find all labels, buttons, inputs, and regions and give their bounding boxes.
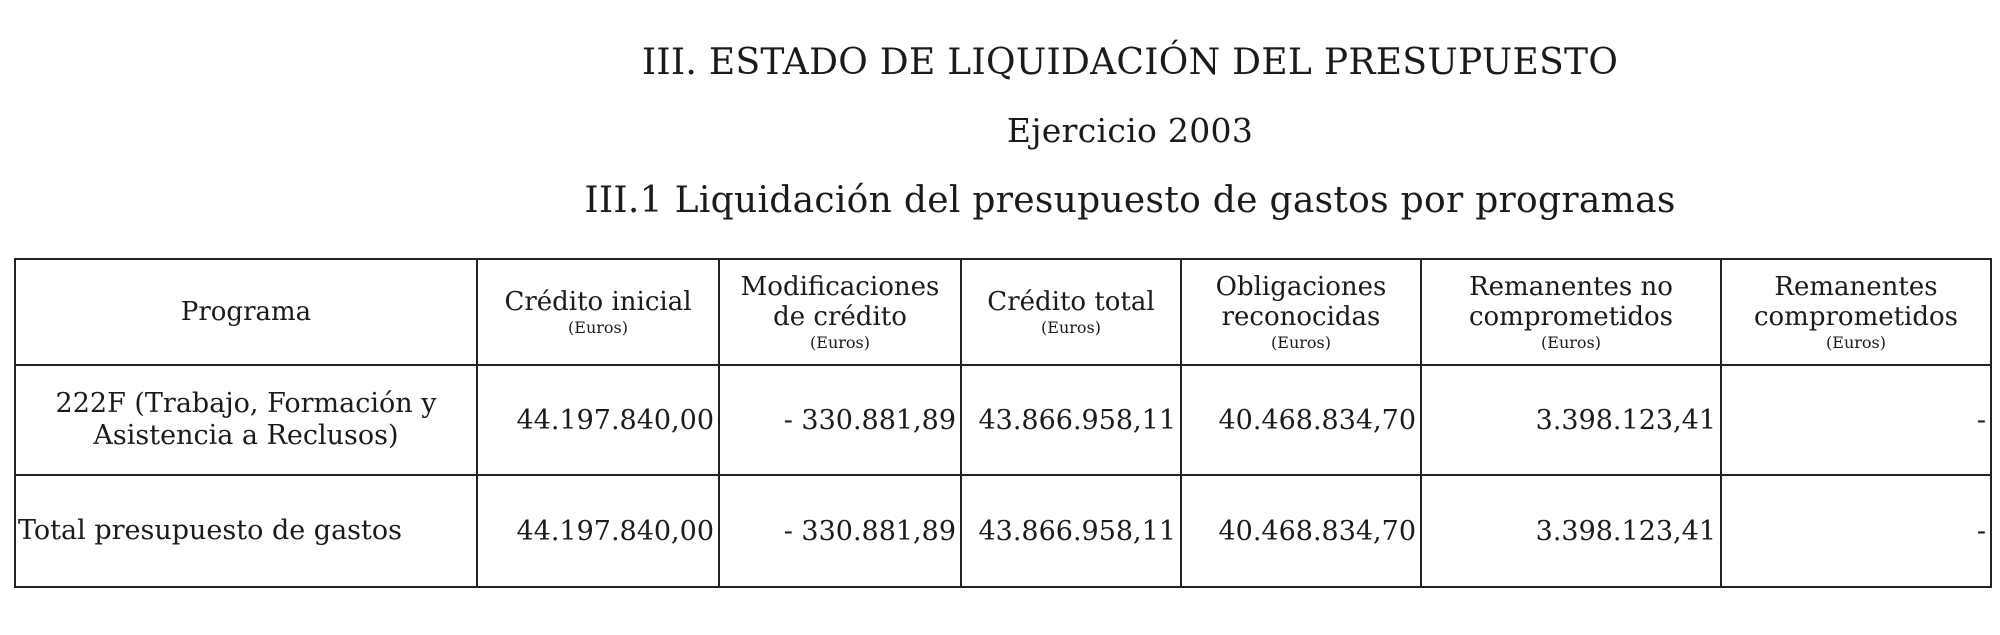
fiscal-year: Ejercicio 2003	[1006, 111, 1254, 150]
table-row	[15, 365, 1991, 475]
remanentes-comprometidos-cell: -	[1721, 365, 1991, 475]
remanentes-no-cell: 3.398.123,41	[1421, 475, 1721, 587]
column-unit: (Euros)	[1041, 318, 1101, 337]
column-unit: (Euros)	[1541, 333, 1601, 352]
section-subtitle: III.1 Liquidación del presupuesto de gastos por programas	[584, 180, 1676, 221]
column-unit: (Euros)	[810, 333, 870, 352]
column-header-programa: Programa	[15, 259, 477, 365]
column-header-credito-total: Crédito total (Euros)	[961, 259, 1181, 365]
credito-inicial-cell: 44.197.840,00	[477, 365, 719, 475]
total-label-cell: Total presupuesto de gastos	[15, 475, 477, 587]
column-header-remanentes-comprometidos: Remanentes comprometidos (Euros)	[1721, 259, 1991, 365]
credito-total-cell: 43.866.958,11	[961, 475, 1181, 587]
column-header-obligaciones: Obligaciones reconocidas (Euros)	[1181, 259, 1421, 365]
credito-inicial-cell: 44.197.840,00	[477, 475, 719, 587]
budget-table	[14, 258, 1992, 588]
obligaciones-cell: 40.468.834,70	[1181, 475, 1421, 587]
column-header-remanentes-no: Remanentes no comprometidos (Euros)	[1421, 259, 1721, 365]
remanentes-no-cell: 3.398.123,41	[1421, 365, 1721, 475]
modificaciones-cell: - 330.881,89	[719, 365, 961, 475]
programa-cell: 222F (Trabajo, Formación y Asistencia a Reclusos)	[15, 365, 477, 475]
column-header-modificaciones: Modificaciones de crédito (Euros)	[719, 259, 961, 365]
table-total-row	[15, 475, 1991, 587]
column-unit: (Euros)	[1826, 333, 1886, 352]
document-title: III. ESTADO DE LIQUIDACIÓN DEL PRESUPUESTO	[641, 42, 1619, 83]
column-unit: (Euros)	[568, 318, 628, 337]
remanentes-comprometidos-cell: -	[1721, 475, 1991, 587]
column-unit: (Euros)	[1271, 333, 1331, 352]
table-header-row	[15, 259, 1991, 365]
obligaciones-cell: 40.468.834,70	[1181, 365, 1421, 475]
credito-total-cell: 43.866.958,11	[961, 365, 1181, 475]
modificaciones-cell: - 330.881,89	[719, 475, 961, 587]
column-header-credito-inicial: Crédito inicial (Euros)	[477, 259, 719, 365]
